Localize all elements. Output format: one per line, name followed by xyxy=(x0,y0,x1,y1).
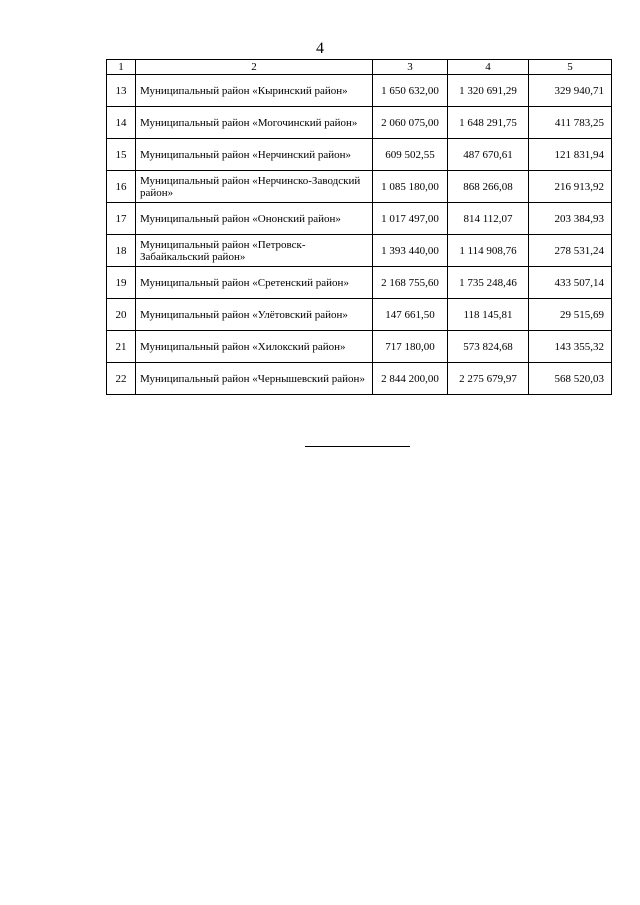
table-row xyxy=(107,235,612,267)
row-number: 18 xyxy=(107,235,136,267)
row-number: 19 xyxy=(107,267,136,299)
district-name: Муниципальный район «Нерчинско-Заводский район» xyxy=(136,171,373,203)
value-col4: 814 112,07 xyxy=(448,203,529,235)
column-header: 2 xyxy=(136,60,373,75)
value-col5: 29 515,69 xyxy=(529,299,612,331)
value-col5: 433 507,14 xyxy=(529,267,612,299)
district-name: Муниципальный район «Улётовский район» xyxy=(136,299,373,331)
column-header: 4 xyxy=(448,60,529,75)
district-name: Муниципальный район «Чернышевский район» xyxy=(136,363,373,395)
table-row xyxy=(107,203,612,235)
row-number: 16 xyxy=(107,171,136,203)
column-header: 5 xyxy=(529,60,612,75)
table-row xyxy=(107,75,612,107)
value-col4: 1 320 691,29 xyxy=(448,75,529,107)
value-col3: 2 844 200,00 xyxy=(373,363,448,395)
value-col5: 568 520,03 xyxy=(529,363,612,395)
table-header-row xyxy=(107,60,612,75)
row-number: 14 xyxy=(107,107,136,139)
value-col3: 2 060 075,00 xyxy=(373,107,448,139)
value-col3: 1 393 440,00 xyxy=(373,235,448,267)
table-row xyxy=(107,299,612,331)
value-col3: 2 168 755,60 xyxy=(373,267,448,299)
value-col5: 203 384,93 xyxy=(529,203,612,235)
column-header: 1 xyxy=(107,60,136,75)
value-col4: 118 145,81 xyxy=(448,299,529,331)
value-col5: 121 831,94 xyxy=(529,139,612,171)
table-row xyxy=(107,363,612,395)
district-name: Муниципальный район «Ононский район» xyxy=(136,203,373,235)
value-col5: 216 913,92 xyxy=(529,171,612,203)
value-col4: 868 266,08 xyxy=(448,171,529,203)
value-col5: 278 531,24 xyxy=(529,235,612,267)
table-row xyxy=(107,267,612,299)
value-col4: 573 824,68 xyxy=(448,331,529,363)
value-col3: 1 085 180,00 xyxy=(373,171,448,203)
value-col3: 147 661,50 xyxy=(373,299,448,331)
data-table xyxy=(106,59,612,395)
table-row xyxy=(107,171,612,203)
value-col4: 2 275 679,97 xyxy=(448,363,529,395)
row-number: 21 xyxy=(107,331,136,363)
row-number: 17 xyxy=(107,203,136,235)
district-name: Муниципальный район «Петровск-Забайкальский район» xyxy=(136,235,373,267)
district-name: Муниципальный район «Хилокский район» xyxy=(136,331,373,363)
table-row xyxy=(107,331,612,363)
value-col4: 1 114 908,76 xyxy=(448,235,529,267)
district-name: Муниципальный район «Нерчинский район» xyxy=(136,139,373,171)
value-col3: 717 180,00 xyxy=(373,331,448,363)
row-number: 20 xyxy=(107,299,136,331)
value-col3: 609 502,55 xyxy=(373,139,448,171)
value-col4: 1 648 291,75 xyxy=(448,107,529,139)
value-col5: 143 355,32 xyxy=(529,331,612,363)
value-col5: 329 940,71 xyxy=(529,75,612,107)
row-number: 15 xyxy=(107,139,136,171)
row-number: 22 xyxy=(107,363,136,395)
value-col5: 411 783,25 xyxy=(529,107,612,139)
value-col3: 1 017 497,00 xyxy=(373,203,448,235)
table-row xyxy=(107,107,612,139)
table-row xyxy=(107,139,612,171)
value-col4: 1 735 248,46 xyxy=(448,267,529,299)
value-col4: 487 670,61 xyxy=(448,139,529,171)
value-col3: 1 650 632,00 xyxy=(373,75,448,107)
row-number: 13 xyxy=(107,75,136,107)
page-number: 4 xyxy=(316,40,324,57)
column-header: 3 xyxy=(373,60,448,75)
district-name: Муниципальный район «Могочинский район» xyxy=(136,107,373,139)
closing-divider xyxy=(305,446,410,447)
district-name: Муниципальный район «Сретенский район» xyxy=(136,267,373,299)
district-name: Муниципальный район «Кыринский район» xyxy=(136,75,373,107)
